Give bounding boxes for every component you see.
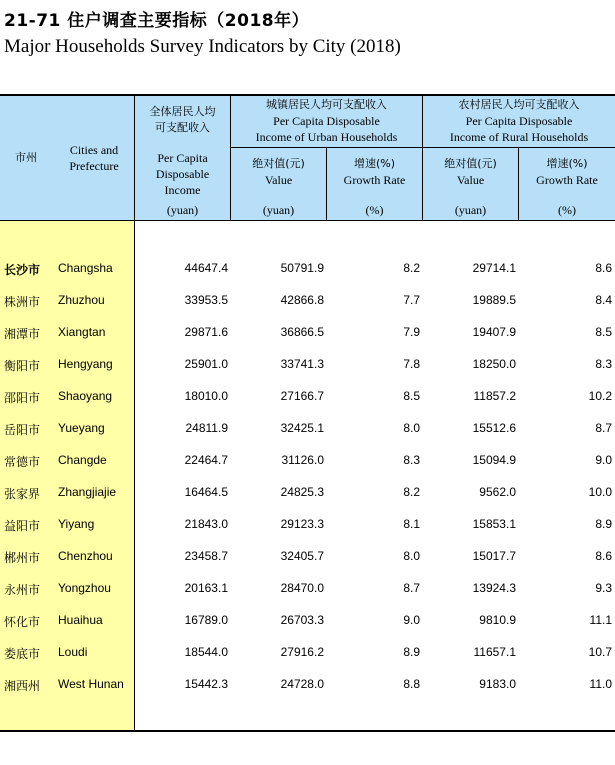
rural-growth-value: 9.0 [595,453,612,467]
table-row [0,541,615,573]
rural-income-value: 9810.9 [479,613,516,627]
header-bottom-rule [0,220,615,221]
urban-income-value: 24728.0 [280,677,324,691]
urban-growth-value: 8.9 [403,645,420,659]
all-income-value: 18010.0 [184,389,228,403]
urban-growth-value: 8.3 [403,453,420,467]
urban-income-value: 42866.8 [280,293,324,307]
page-title-cn: 21-71 住户调查主要指标（2018年） [4,11,310,31]
rural-growth-value: 11.1 [589,613,612,627]
rural-growth-value: 8.6 [595,549,612,563]
urban-growth-value: 8.7 [403,581,420,595]
urban-income-value: 50791.9 [280,261,324,275]
header-urban: 城镇居民人均可支配收入 Per Capita Disposable Income of Urban Households [255,98,398,144]
city-name-en: Hengyang [58,357,113,371]
table-row [0,349,615,381]
urban-income-value: 29123.3 [280,517,324,531]
table-bottom-rule [0,730,615,732]
city-name-cn: 长沙市 [4,263,41,277]
urban-income-value: 27166.7 [280,389,324,403]
city-name-en: Shaoyang [58,389,113,403]
all-income-value: 44647.4 [184,261,228,275]
header-rural: 农村居民人均可支配收入 Per Capita Disposable Income of Rural Households [449,98,589,144]
urban-income-value: 27916.2 [280,645,324,659]
urban-growth-value: 8.2 [403,261,420,275]
rural-growth-value: 8.5 [595,325,612,339]
header-all-residents: 全体居民人均 可支配收入 Per Capita Disposable Income (yuan) [149,105,216,217]
urban-growth-value: 9.0 [403,613,420,627]
city-name-cn: 怀化市 [4,615,41,629]
urban-income-value: 24825.3 [280,485,324,499]
table-row [0,445,615,477]
city-name-cn: 衡阳市 [4,359,41,373]
rural-growth-value: 10.7 [588,645,612,659]
rural-income-value: 29714.1 [472,261,516,275]
rural-growth-value: 8.7 [595,421,612,435]
urban-growth-value: 8.1 [403,517,420,531]
city-name-en: Xiangtan [58,325,106,339]
all-income-value: 21843.0 [184,517,228,531]
city-name-cn: 湘潭市 [4,327,41,341]
rural-income-value: 13924.3 [472,581,516,595]
rural-income-value: 9562.0 [479,485,516,499]
urban-growth-value: 7.8 [403,357,420,371]
all-income-value: 23458.7 [184,549,228,563]
table-row [0,477,615,509]
all-income-value: 22464.7 [184,453,228,467]
table-row [0,381,615,413]
all-income-value: 25901.0 [184,357,228,371]
rural-growth-value: 8.6 [595,261,612,275]
city-name-cn: 娄底市 [4,647,41,661]
rural-income-value: 19889.5 [472,293,516,307]
rural-income-value: 15512.6 [472,421,516,435]
city-name-cn: 常德市 [4,455,41,469]
city-name-en: Chenzhou [58,549,113,563]
urban-income-value: 32425.1 [280,421,324,435]
rural-growth-value: 11.0 [589,677,612,691]
rural-income-value: 19407.9 [472,325,516,339]
city-name-cn: 邵阳市 [4,391,41,405]
city-name-cn: 岳阳市 [4,423,41,437]
header-city-cn: 市州 [15,151,37,164]
table-row [0,637,615,669]
urban-growth-value: 8.8 [403,677,420,691]
city-name-en: Yueyang [58,421,105,435]
city-name-cn: 益阳市 [4,519,41,533]
urban-income-value: 31126.0 [281,453,324,467]
rural-growth-value: 10.2 [588,389,612,403]
header-rural-value: 绝对值(元) Value (yuan) [444,157,497,217]
all-income-value: 16464.5 [184,485,228,499]
urban-growth-value: 7.9 [403,325,420,339]
urban-income-value: 33741.3 [280,357,324,371]
city-name-en: Zhuzhou [58,293,105,307]
city-name-cn: 永州市 [4,583,41,597]
header-rural-growth: 增速(%) Growth Rate (%) [536,157,598,217]
city-name-en: West Hunan [58,677,124,691]
city-name-en: Yongzhou [58,581,111,595]
page-title-en: Major Households Survey Indicators by City (2018) [4,36,401,57]
all-income-value: 15442.3 [184,677,228,691]
urban-growth-value: 8.0 [403,549,420,563]
urban-income-value: 36866.5 [280,325,324,339]
all-income-value: 33953.5 [184,293,228,307]
city-name-en: Zhangjiajie [58,485,117,499]
all-income-value: 20163.1 [184,581,228,595]
city-name-en: Loudi [58,645,88,659]
all-income-value: 16789.0 [184,613,228,627]
table-row [0,317,615,349]
table-row [0,573,615,605]
header-urban-value: 绝对值(元) Value (yuan) [252,157,305,217]
rural-income-value: 15094.9 [472,453,516,467]
city-name-en: Changsha [58,261,113,275]
urban-income-value: 32405.7 [280,549,324,563]
rural-income-value: 15853.1 [472,517,516,531]
city-name-en: Huaihua [58,613,103,627]
table-row [0,413,615,445]
urban-growth-value: 8.5 [403,389,420,403]
table-row [0,605,615,637]
header-urban-growth: 增速(%) Growth Rate (%) [343,157,406,217]
rural-growth-value: 10.0 [588,485,612,499]
city-name-cn: 株洲市 [4,295,41,309]
rural-growth-value: 8.4 [595,293,612,307]
all-income-value: 24811.9 [185,421,228,435]
city-name-en: Yiyang [58,517,95,531]
all-income-value: 18544.0 [184,645,228,659]
rural-growth-value: 9.3 [595,581,612,595]
rural-income-value: 9183.0 [479,677,516,691]
table-top-rule [0,94,615,96]
city-name-cn: 湘西州 [4,679,41,693]
table-row [0,285,615,317]
rural-growth-value: 8.9 [595,517,612,531]
urban-income-value: 26703.3 [280,613,324,627]
table-row [0,669,615,701]
table-row [0,509,615,541]
city-name-cn: 张家界 [4,487,41,501]
rural-income-value: 11657.1 [473,645,516,659]
city-name-en: Changde [58,453,107,467]
rural-income-value: 18250.0 [472,357,516,371]
table-row [0,253,615,285]
header-city-en: Cities and Prefecture [69,143,119,173]
urban-growth-value: 7.7 [403,293,420,307]
rural-growth-value: 8.3 [595,357,612,371]
urban-growth-value: 8.2 [403,485,420,499]
all-income-value: 29871.6 [184,325,228,339]
urban-growth-value: 8.0 [403,421,420,435]
city-name-cn: 郴州市 [4,551,41,565]
rural-income-value: 15017.7 [472,549,516,563]
rural-income-value: 11857.2 [473,389,516,403]
urban-income-value: 28470.0 [280,581,324,595]
